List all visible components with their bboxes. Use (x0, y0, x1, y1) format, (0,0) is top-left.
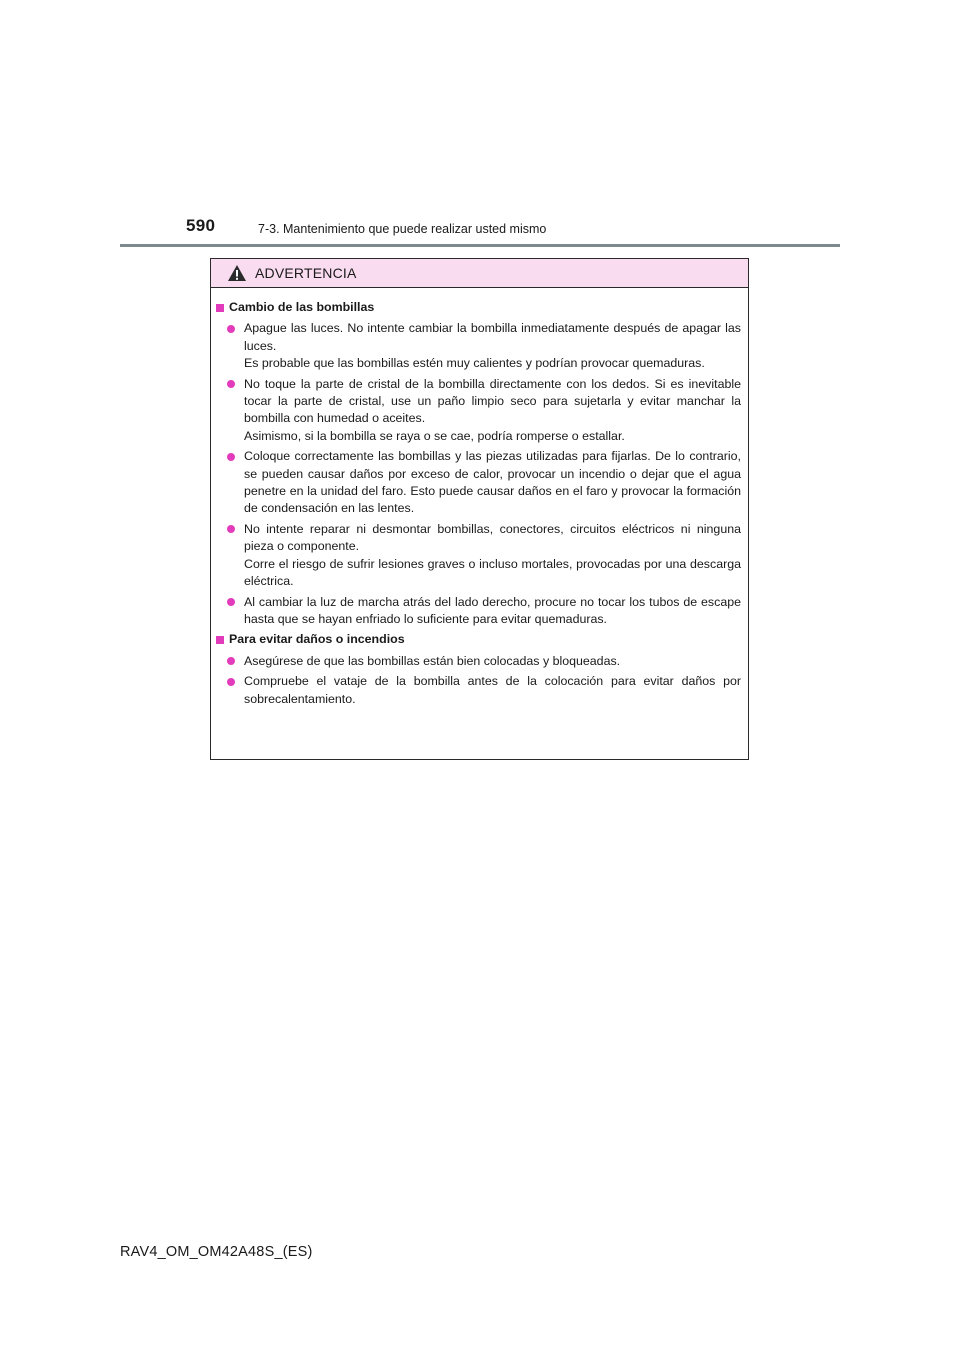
warning-triangle-icon (227, 264, 247, 282)
paragraph: Asegúrese de que las bombillas están bien colocadas y bloqueadas. (244, 653, 621, 668)
section-heading (216, 299, 741, 316)
list-item-text (244, 376, 741, 446)
list-item-text (244, 653, 741, 670)
circle-bullet-icon (227, 598, 235, 606)
paragraph: Es probable que las bombillas estén muy calientes y podrían provocar quemaduras. (244, 356, 705, 371)
warning-title: ADVERTENCIA (255, 265, 357, 281)
paragraph: Asimismo, si la bombilla se raya o se cae, podría romperse o estallar. (244, 428, 625, 443)
section-heading-text: Cambio de las bombillas (229, 300, 375, 314)
section-heading (216, 631, 741, 648)
list-item-text (244, 594, 741, 629)
list-item (227, 320, 741, 372)
section-title: 7-3. Mantenimiento que puede realizar usted mismo (258, 222, 547, 236)
section-heading-text: Para evitar daños o incendios (229, 632, 405, 647)
paragraph: Apague las luces. No intente cambiar la bombilla inmediatamente después de apagar las luces. (244, 321, 741, 353)
footer-code: RAV4_OM_OM42A48S_(ES) (120, 1244, 313, 1260)
paragraph: No toque la parte de cristal de la bombilla directamente con los dedos. Si es inevitable tocar la parte de cristal, use un paño limpio seco para sujetarla y evitar manchar la bombilla con humedad o aceites. (244, 376, 741, 426)
square-bullet-icon (216, 304, 224, 312)
list-item (227, 448, 741, 518)
warning-box (210, 258, 749, 760)
list-item-text (244, 521, 741, 591)
circle-bullet-icon (227, 453, 235, 461)
paragraph: Corre el riesgo de sufrir lesiones graves o incluso mortales, provocadas por una descarga eléctrica. (244, 556, 741, 589)
list-item (227, 376, 741, 446)
paragraph: Coloque correctamente las bombillas y las piezas utilizadas para fijarlas. De lo contrario, se pueden causar daños por exceso de calor, provocar un incendio o dejar que el agua penetre en la unidad del faro. Esto puede causar daños en el faro y provocar la formación de condensación en las lentes. (244, 449, 741, 516)
circle-bullet-icon (227, 525, 235, 533)
circle-bullet-icon (227, 380, 235, 388)
list-item (227, 521, 741, 591)
paragraph: Al cambiar la luz de marcha atrás del lado derecho, procure no tocar los tubos de escape hasta que se hayan enfriado lo suficiente para evitar quemaduras. (244, 594, 741, 626)
circle-bullet-icon (227, 678, 235, 686)
list-item-text (244, 673, 741, 708)
warning-header (211, 259, 748, 288)
warning-body (211, 288, 748, 708)
list-item (227, 594, 741, 629)
header-rule (120, 244, 840, 247)
list-item-text (244, 320, 741, 372)
list-item-text (244, 448, 741, 518)
paragraph: No intente reparar ni desmontar bombillas, conectores, circuitos eléctricos ni ninguna pieza o componente. (244, 521, 741, 554)
list-item (227, 653, 741, 670)
circle-bullet-icon (227, 325, 235, 333)
page-number: 590 (186, 216, 216, 235)
list-item (227, 673, 741, 708)
circle-bullet-icon (227, 657, 235, 665)
square-bullet-icon (216, 636, 224, 644)
paragraph: Compruebe el vataje de la bombilla antes de la colocación para evitar daños por sobrecalentamiento. (244, 674, 741, 706)
